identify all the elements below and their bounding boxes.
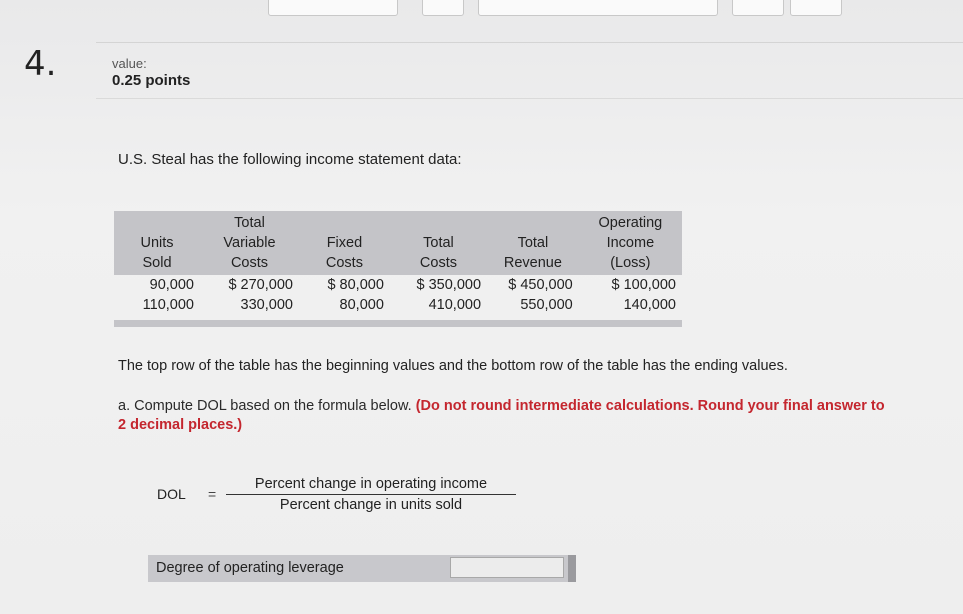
rounding-instruction: (Do not round intermediate calculations. Round your final answer to 2 decimal places.)	[118, 398, 885, 433]
toolbar-button[interactable]	[790, 0, 842, 16]
table-cell: $ 270,000	[228, 277, 293, 293]
col-header-fixed-costs: Fixed Costs	[299, 211, 390, 275]
toolbar-button[interactable]	[422, 0, 464, 16]
question-divider	[96, 98, 963, 99]
dol-answer-input[interactable]	[450, 557, 564, 578]
dol-label: DOL	[157, 486, 186, 502]
table-note: The top row of the table has the beginning values and the bottom row of the table has the ending values.	[118, 358, 788, 374]
part-a-question	[118, 397, 893, 435]
table-row	[114, 275, 682, 295]
table-cell: $ 350,000	[416, 277, 482, 293]
table-footer-bar	[114, 320, 682, 327]
col-header-total-costs: Total Costs	[390, 211, 487, 275]
toolbar-button[interactable]	[268, 0, 398, 16]
table-cell: $ 100,000	[611, 277, 676, 293]
table-row	[114, 295, 682, 315]
formula-numerator: Percent change in operating income	[226, 476, 516, 495]
table-header-row	[114, 211, 682, 275]
col-header-total-variable-costs: Total Variable Costs	[200, 211, 299, 275]
header-divider	[96, 42, 963, 43]
question-number: 4.	[24, 44, 57, 84]
col-header-units-sold: Units Sold	[114, 211, 200, 275]
table-cell: 110,000	[142, 297, 194, 313]
answer-row	[148, 555, 576, 582]
table-cell: 330,000	[240, 297, 293, 313]
formula-denominator: Percent change in units sold	[279, 497, 463, 513]
table-cell: $ 80,000	[327, 277, 384, 293]
table-cell: 80,000	[339, 297, 384, 313]
toolbar-button[interactable]	[478, 0, 718, 16]
part-a-prefix: a.	[118, 398, 131, 414]
points-value: 0.25 points	[112, 72, 191, 89]
table-cell: 550,000	[520, 297, 573, 313]
value-label: value:	[112, 56, 147, 71]
toolbar-button[interactable]	[732, 0, 784, 16]
col-header-total-revenue: Total Revenue	[487, 211, 579, 275]
question-intro: U.S. Steal has the following income statement data:	[118, 151, 462, 168]
col-header-operating-income: Operating Income (Loss)	[579, 211, 682, 275]
part-a-text: Compute DOL based on the formula below.	[134, 398, 412, 414]
table-cell: 90,000	[149, 277, 194, 293]
income-statement-table	[114, 211, 682, 315]
table-cell: 140,000	[623, 297, 676, 313]
equals-sign: =	[208, 486, 217, 502]
answer-label: Degree of operating leverage	[156, 560, 344, 576]
table-cell: $ 450,000	[508, 277, 573, 293]
answer-row-cap	[568, 555, 576, 582]
table-cell: 410,000	[428, 297, 482, 313]
